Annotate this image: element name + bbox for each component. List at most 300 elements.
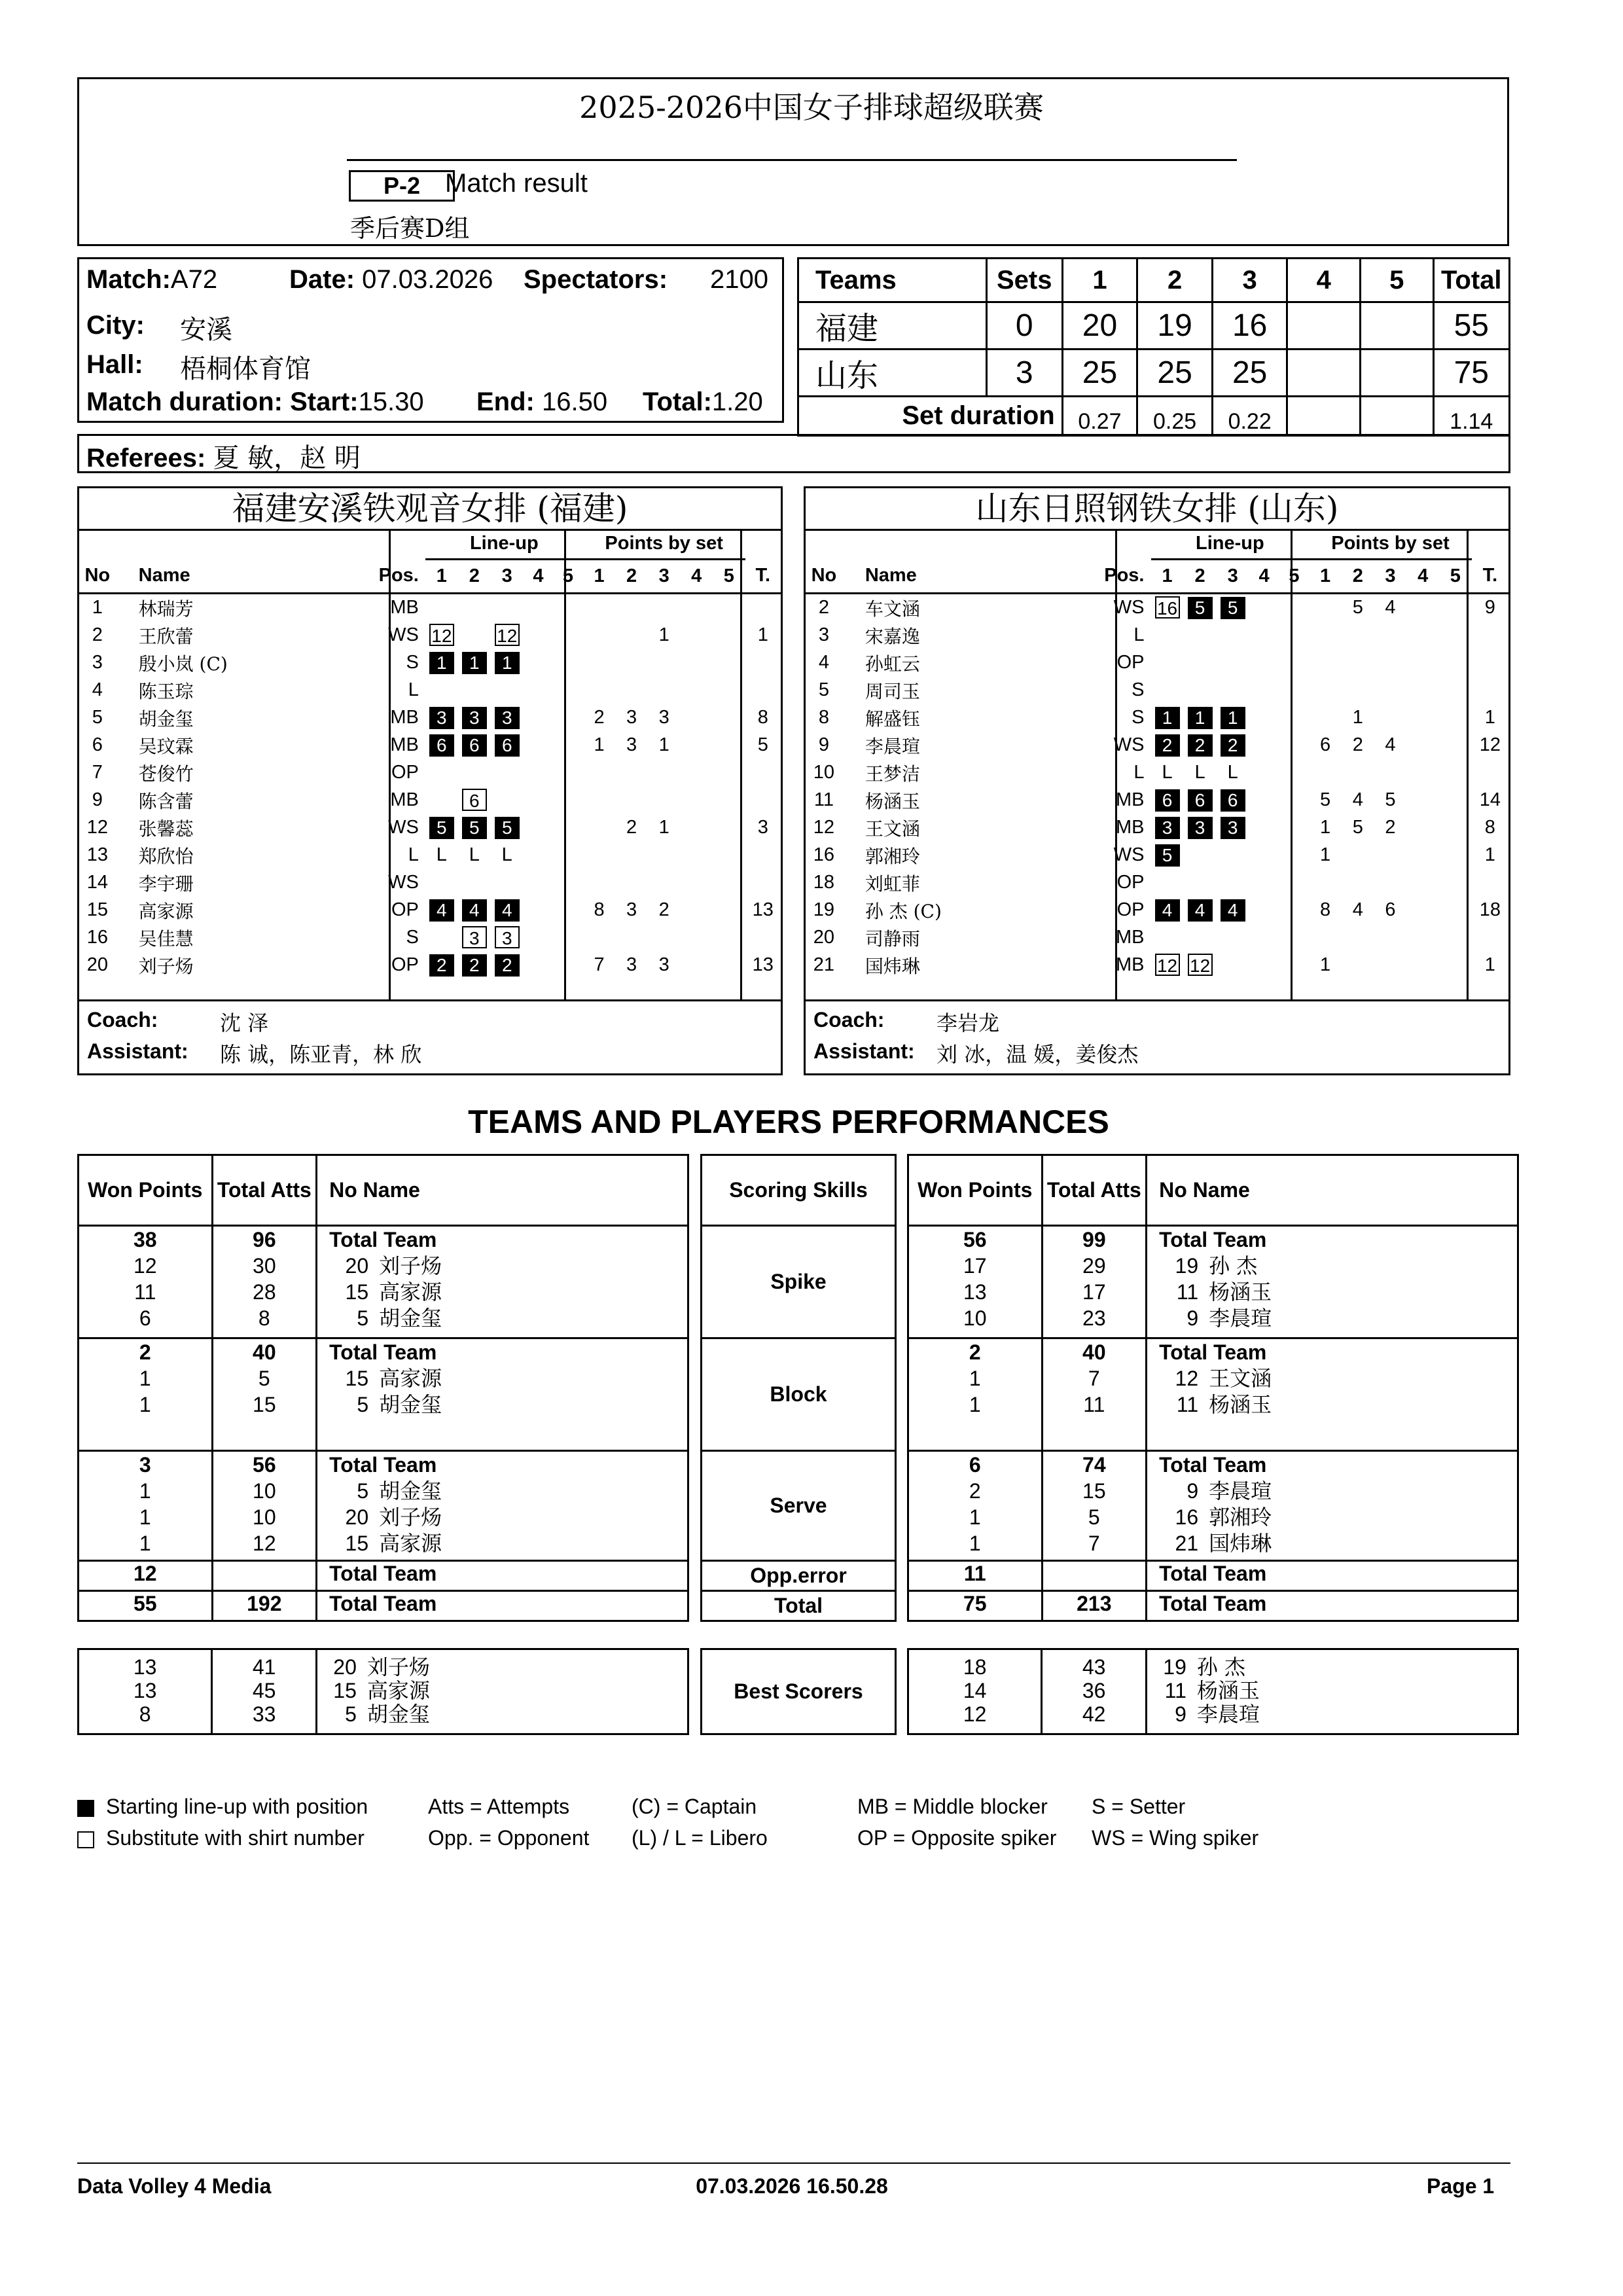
player-position: MB — [1116, 954, 1145, 975]
player-number: 9 — [92, 789, 103, 810]
opp-error-row — [79, 1561, 688, 1591]
duration-row — [86, 387, 424, 417]
set-points — [583, 924, 616, 952]
lineup-cell — [425, 924, 458, 952]
lineup-cell — [1151, 787, 1184, 814]
col-set: 1 — [436, 565, 447, 586]
lineup-cell — [425, 622, 458, 649]
score-sets: 0 — [986, 302, 1062, 350]
col-set: 2 — [1194, 565, 1205, 586]
best-scorers-label: Best Scorers — [702, 1649, 896, 1734]
set-points — [1406, 924, 1439, 952]
won-points — [908, 1226, 1043, 1338]
lineup-cell — [491, 924, 524, 952]
referees-label: Referees: — [86, 444, 206, 473]
legend-mb: MB = Middle blocker — [857, 1795, 1048, 1818]
player-name: 孙 杰 — [1209, 1253, 1258, 1278]
set-points: 2 — [1385, 817, 1396, 838]
starting-position-box: 1 — [1155, 707, 1180, 729]
player-name: 刘子炀 — [379, 1505, 442, 1530]
set-points: 5 — [1320, 789, 1331, 810]
city-label: City: — [86, 311, 145, 340]
best-total-atts-value: 42 — [1082, 1702, 1106, 1726]
player-number: 20 — [333, 1655, 357, 1679]
total-label-row — [702, 1591, 896, 1621]
set-points — [1309, 593, 1342, 622]
lineup-cell — [1217, 924, 1249, 952]
team-b-best-scorers — [907, 1648, 1519, 1735]
lineup-cell — [553, 593, 583, 622]
performance-player — [329, 1305, 687, 1331]
lineup-cell — [1249, 897, 1279, 924]
team-a-performance-rows — [79, 1226, 688, 1621]
lineup-cell — [524, 677, 554, 704]
won-points-value: 1 — [139, 1367, 151, 1390]
set-points: 1 — [1320, 844, 1331, 865]
col-pos: Pos. — [1104, 564, 1145, 586]
no-name-header: No Name — [1147, 1155, 1518, 1226]
set-points — [1406, 869, 1439, 897]
header-rule — [347, 159, 1237, 161]
score-set3: 25 — [1212, 350, 1287, 397]
won-points-value: 1 — [139, 1505, 151, 1529]
player-row — [79, 897, 781, 924]
starting-position-box: 6 — [495, 734, 520, 757]
opp-error-name: Total Team — [1147, 1561, 1518, 1591]
set-points — [1406, 649, 1439, 677]
col-total: T. — [1482, 564, 1498, 586]
total-atts-value: 15 — [1082, 1479, 1106, 1503]
lineup-cell — [425, 649, 458, 677]
player-name: 胡金玺 — [138, 708, 194, 730]
set-points — [648, 677, 681, 704]
player-number: 9 — [1186, 1306, 1199, 1330]
player-row — [806, 649, 1508, 677]
set-points — [583, 593, 616, 622]
set-points: 3 — [626, 954, 637, 975]
starting-position-box: 3 — [495, 707, 520, 729]
lineup-cell — [1184, 704, 1217, 732]
set-points — [1406, 759, 1439, 787]
player-number: 11 — [813, 789, 834, 810]
player-position: OP — [1116, 899, 1145, 920]
lineup-cell — [1184, 814, 1217, 842]
player-position: OP — [1116, 872, 1145, 893]
lineup-cell — [1184, 924, 1217, 952]
player-list — [317, 1338, 688, 1451]
set-points: 4 — [1385, 597, 1396, 618]
won-points-value: 2 — [969, 1479, 981, 1503]
best-scorers-label-table — [700, 1648, 897, 1735]
starting-position-box: 3 — [1221, 817, 1245, 839]
lineup-cell — [1249, 814, 1279, 842]
legend-starting-text: Starting line-up with position — [106, 1795, 368, 1818]
best-player — [1147, 1655, 1517, 1679]
starting-position-box: 2 — [495, 954, 520, 977]
player-position: WS — [388, 817, 419, 838]
player-total-points: 8 — [1484, 817, 1495, 838]
col-set: 4 — [533, 565, 544, 586]
won-points-header: Won Points — [79, 1155, 213, 1226]
won-points — [79, 1226, 213, 1338]
skill-label-row — [702, 1226, 896, 1338]
substitute-box: 3 — [462, 926, 487, 948]
performance-player — [1159, 1227, 1517, 1253]
end-row — [476, 387, 607, 417]
match-number-row — [86, 265, 217, 295]
player-row — [79, 869, 781, 897]
won-points-value: 1 — [969, 1505, 981, 1529]
total-atts-value: 5 — [258, 1367, 270, 1390]
lineup-cell — [553, 704, 583, 732]
team-b-player-table — [806, 529, 1508, 979]
set-points: 1 — [658, 734, 669, 755]
performance-player — [329, 1253, 687, 1279]
lineup-cell — [524, 814, 554, 842]
starting-position-box: 2 — [1188, 734, 1213, 757]
total-won: 55 — [79, 1591, 213, 1621]
set-points — [680, 732, 713, 759]
lineup-cell — [491, 732, 524, 759]
set-points — [583, 869, 616, 897]
set-points — [1406, 677, 1439, 704]
player-number: 20 — [86, 954, 108, 975]
score-set1: 25 — [1062, 350, 1137, 397]
lineup-cell — [1151, 897, 1184, 924]
col-set: 2 — [1352, 565, 1363, 586]
opp-error-label-row — [702, 1561, 896, 1591]
libero-mark: L — [1227, 762, 1238, 783]
won-points-value: 1 — [139, 1393, 151, 1416]
lineup-cell — [1249, 759, 1279, 787]
col-set: 5 — [1289, 565, 1300, 586]
best-player-list — [1146, 1649, 1518, 1734]
total-atts-value: 96 — [253, 1228, 276, 1251]
lineup-cell — [553, 842, 583, 869]
lineup-cell — [1151, 869, 1184, 897]
won-points-value: 1 — [139, 1532, 151, 1555]
team-a-roster — [77, 486, 783, 1075]
player-name: 李宇珊 — [138, 872, 194, 895]
player-row — [806, 677, 1508, 704]
lineup-cell — [1151, 924, 1184, 952]
total-team-label: Total Team — [329, 1228, 437, 1251]
total-row — [79, 1591, 688, 1621]
set-points — [615, 787, 648, 814]
total-atts — [1042, 1451, 1147, 1561]
set-points: 5 — [1352, 817, 1363, 838]
set-points — [1374, 924, 1407, 952]
lineup-cell — [1217, 814, 1249, 842]
player-row — [806, 842, 1508, 869]
lineup-cell — [458, 732, 491, 759]
player-name: 高家源 — [379, 1366, 442, 1391]
end-time: 16.50 — [542, 387, 608, 416]
lineup-cell — [1217, 759, 1249, 787]
set-points: 4 — [1352, 899, 1363, 920]
set-points — [1342, 677, 1374, 704]
player-total-points: 13 — [752, 899, 774, 920]
lineup-cell — [1151, 677, 1184, 704]
col-set: 3 — [1385, 565, 1396, 586]
substitute-box: 12 — [429, 624, 454, 646]
player-position: L — [1133, 624, 1145, 645]
total-atts-value: 10 — [253, 1479, 276, 1503]
divider — [1115, 529, 1117, 1001]
set-points: 3 — [626, 707, 637, 728]
set-points — [1374, 952, 1407, 979]
starting-position-box: 2 — [1155, 734, 1180, 757]
player-number: 15 — [333, 1679, 357, 1702]
set-points: 7 — [594, 954, 605, 975]
player-number: 5 — [345, 1702, 357, 1726]
set-points: 4 — [1385, 734, 1396, 755]
lineup-cell — [425, 842, 458, 869]
best-scorers-row — [79, 1649, 688, 1734]
performance-player — [1159, 1504, 1517, 1530]
total-team-label: Total Team — [1159, 1228, 1267, 1251]
player-number: 10 — [813, 762, 835, 783]
lineup-cell — [1279, 593, 1309, 622]
total-name: Total Team — [317, 1591, 688, 1621]
starting-position-box: 4 — [429, 899, 454, 922]
substitute-box: 16 — [1155, 596, 1180, 619]
score-header-set2: 2 — [1137, 259, 1213, 302]
lineup-cell — [1249, 704, 1279, 732]
player-total-points — [745, 759, 781, 787]
lineup-cell — [1151, 649, 1184, 677]
starting-position-box: 5 — [1155, 844, 1180, 867]
player-name: 郑欣怡 — [138, 845, 194, 867]
lineup-cell — [491, 869, 524, 897]
set-points: 5 — [1385, 789, 1396, 810]
coach-name: 李岩龙 — [936, 1011, 1000, 1035]
total-atts-list — [213, 1452, 316, 1556]
substitute-swatch — [77, 1831, 94, 1848]
col-set: 1 — [1320, 565, 1331, 586]
best-total-atts — [1042, 1649, 1147, 1734]
lineup-cell — [458, 677, 491, 704]
player-row — [79, 704, 781, 732]
divider — [1467, 529, 1469, 1001]
won-points-value: 1 — [969, 1393, 981, 1416]
lineup-cell — [1249, 649, 1279, 677]
set-duration-4 — [1287, 397, 1361, 436]
won-points-value: 6 — [969, 1453, 981, 1477]
lineup-cell — [491, 842, 524, 869]
score-set2: 25 — [1137, 350, 1213, 397]
total-atts-value: 74 — [1082, 1453, 1106, 1477]
player-list-items — [1159, 1452, 1517, 1556]
lineup-cell — [458, 924, 491, 952]
lineup-cell — [458, 952, 491, 979]
skill-row — [908, 1451, 1518, 1561]
best-won-points-value: 13 — [133, 1679, 157, 1702]
starting-position-box: 5 — [462, 817, 487, 839]
won-points-value: 38 — [133, 1228, 157, 1251]
score-total: 55 — [1433, 302, 1509, 350]
starting-position-box: 6 — [1155, 789, 1180, 812]
total-atts-value: 23 — [1082, 1306, 1106, 1330]
lineup-cell — [524, 759, 554, 787]
set-points — [680, 952, 713, 979]
substitute-box: 3 — [495, 926, 520, 948]
total-atts-value: 7 — [1088, 1367, 1100, 1390]
player-name: 郭湘玲 — [865, 845, 920, 867]
set-duration-5 — [1361, 397, 1434, 436]
referees-names: 夏 敏，赵 明 — [213, 443, 361, 473]
opp-error-won: 11 — [908, 1561, 1043, 1591]
won-points-list — [909, 1452, 1041, 1556]
skill-label: Spike — [702, 1226, 896, 1338]
lineup-header: Line-up — [425, 529, 583, 559]
lineup-cell — [1249, 842, 1279, 869]
set-points — [615, 869, 648, 897]
total-atts-list — [1043, 1452, 1146, 1556]
total-atts — [212, 1451, 317, 1561]
performance-player — [1159, 1305, 1517, 1331]
footer-page: Page 1 — [1427, 2174, 1495, 2198]
set-points: 8 — [1320, 899, 1331, 920]
player-total-points — [745, 842, 781, 869]
team-a-name: 福建安溪铁观音女排 (福建) — [79, 488, 781, 531]
starting-position-box: 5 — [429, 817, 454, 839]
best-total-atts-value: 43 — [1082, 1655, 1106, 1679]
performance-player — [329, 1504, 687, 1530]
best-won-points — [908, 1649, 1042, 1734]
total-team-label: Total Team — [1159, 1340, 1267, 1364]
set-points: 1 — [658, 624, 669, 645]
lineup-cell — [1279, 622, 1309, 649]
lineup-cell — [1249, 924, 1279, 952]
player-name: 高家源 — [366, 1678, 430, 1703]
lineup-cell — [1151, 622, 1184, 649]
set-duration-label: Set duration — [798, 397, 1063, 436]
lineup-cell — [1184, 759, 1217, 787]
player-row — [79, 732, 781, 759]
libero-mark: L — [501, 844, 512, 865]
starting-position-box: 5 — [1188, 597, 1213, 619]
performance-player — [329, 1452, 687, 1478]
starting-position-box: 6 — [429, 734, 454, 757]
player-row — [79, 649, 781, 677]
col-name: Name — [138, 564, 190, 586]
set-points: 1 — [1320, 817, 1331, 838]
set-points: 1 — [1352, 707, 1363, 728]
starting-position-box: 2 — [462, 954, 487, 977]
set-points: 6 — [1385, 899, 1396, 920]
col-set: 4 — [1258, 565, 1270, 586]
player-row — [806, 897, 1508, 924]
footer-rule — [77, 2162, 1510, 2164]
player-position: MB — [390, 734, 419, 755]
player-number: 20 — [345, 1505, 369, 1529]
set-points — [583, 842, 616, 869]
player-number: 21 — [813, 954, 835, 975]
total-atts-value: 17 — [1082, 1280, 1106, 1304]
performance-player — [329, 1365, 687, 1391]
points-by-set-header: Points by set — [1309, 529, 1471, 559]
skill-row — [79, 1226, 688, 1338]
hall-label: Hall: — [86, 350, 143, 379]
set-points — [583, 677, 616, 704]
player-name: 吴玟霖 — [138, 735, 194, 757]
total-atts-value: 10 — [253, 1505, 276, 1529]
lineup-cell — [1184, 869, 1217, 897]
player-position: MB — [390, 597, 419, 618]
lineup-cell — [524, 622, 554, 649]
col-total: T. — [755, 564, 771, 586]
starting-position-box: 3 — [462, 707, 487, 729]
won-points — [79, 1451, 213, 1561]
performance-player — [1159, 1478, 1517, 1504]
lineup-cell — [458, 704, 491, 732]
set-points: 5 — [1352, 597, 1363, 618]
set-points — [1374, 704, 1407, 732]
set-points — [1406, 897, 1439, 924]
won-points-value: 1 — [969, 1367, 981, 1390]
total-atts-value: 99 — [1082, 1228, 1106, 1251]
player-name: 宋嘉逸 — [865, 625, 920, 647]
player-number: 9 — [818, 734, 829, 755]
total-atts-value: 11 — [1083, 1393, 1105, 1416]
score-total: 75 — [1433, 350, 1509, 397]
starting-position-box: 3 — [429, 707, 454, 729]
lineup-cell — [425, 677, 458, 704]
best-won-points-value: 18 — [963, 1655, 987, 1679]
player-list-items — [329, 1452, 687, 1556]
player-number: 8 — [818, 707, 829, 728]
performance-player — [329, 1530, 687, 1556]
player-number: 19 — [813, 899, 835, 920]
player-name: 胡金玺 — [366, 1702, 430, 1727]
performance-player — [1159, 1339, 1517, 1365]
page-code: P-2 — [349, 170, 455, 202]
player-number: 2 — [818, 597, 829, 618]
player-total-points: 18 — [1479, 899, 1501, 920]
total-atts-list — [213, 1339, 316, 1418]
player-name: 孙虹云 — [865, 653, 920, 675]
set-points — [648, 649, 681, 677]
spectators-label: Spectators: — [524, 265, 668, 294]
set-points — [1406, 814, 1439, 842]
lineup-cell — [425, 897, 458, 924]
starting-position-box: 1 — [495, 652, 520, 674]
col-set: 1 — [594, 565, 605, 586]
player-number: 11 — [1164, 1679, 1186, 1702]
performance-player — [1159, 1391, 1517, 1418]
set-points — [615, 924, 648, 952]
set-points — [1342, 759, 1374, 787]
starting-position-box: 1 — [429, 652, 454, 674]
player-row — [79, 814, 781, 842]
set-points: 3 — [626, 899, 637, 920]
footer-software: Data Volley 4 Media — [77, 2174, 272, 2198]
player-row — [806, 924, 1508, 952]
player-name: 胡金玺 — [379, 1306, 442, 1331]
player-number: 15 — [345, 1280, 369, 1304]
set-points — [1309, 924, 1342, 952]
won-points-list — [79, 1339, 211, 1418]
player-number: 12 — [813, 817, 835, 838]
lineup-cell — [524, 649, 554, 677]
total-atts-value: 29 — [1082, 1254, 1106, 1278]
lineup-cell — [1279, 814, 1309, 842]
lineup-cell — [524, 924, 554, 952]
lineup-cell — [1249, 593, 1279, 622]
team-a-best-scorers — [77, 1648, 689, 1735]
opp-error-name: Total Team — [317, 1561, 688, 1591]
